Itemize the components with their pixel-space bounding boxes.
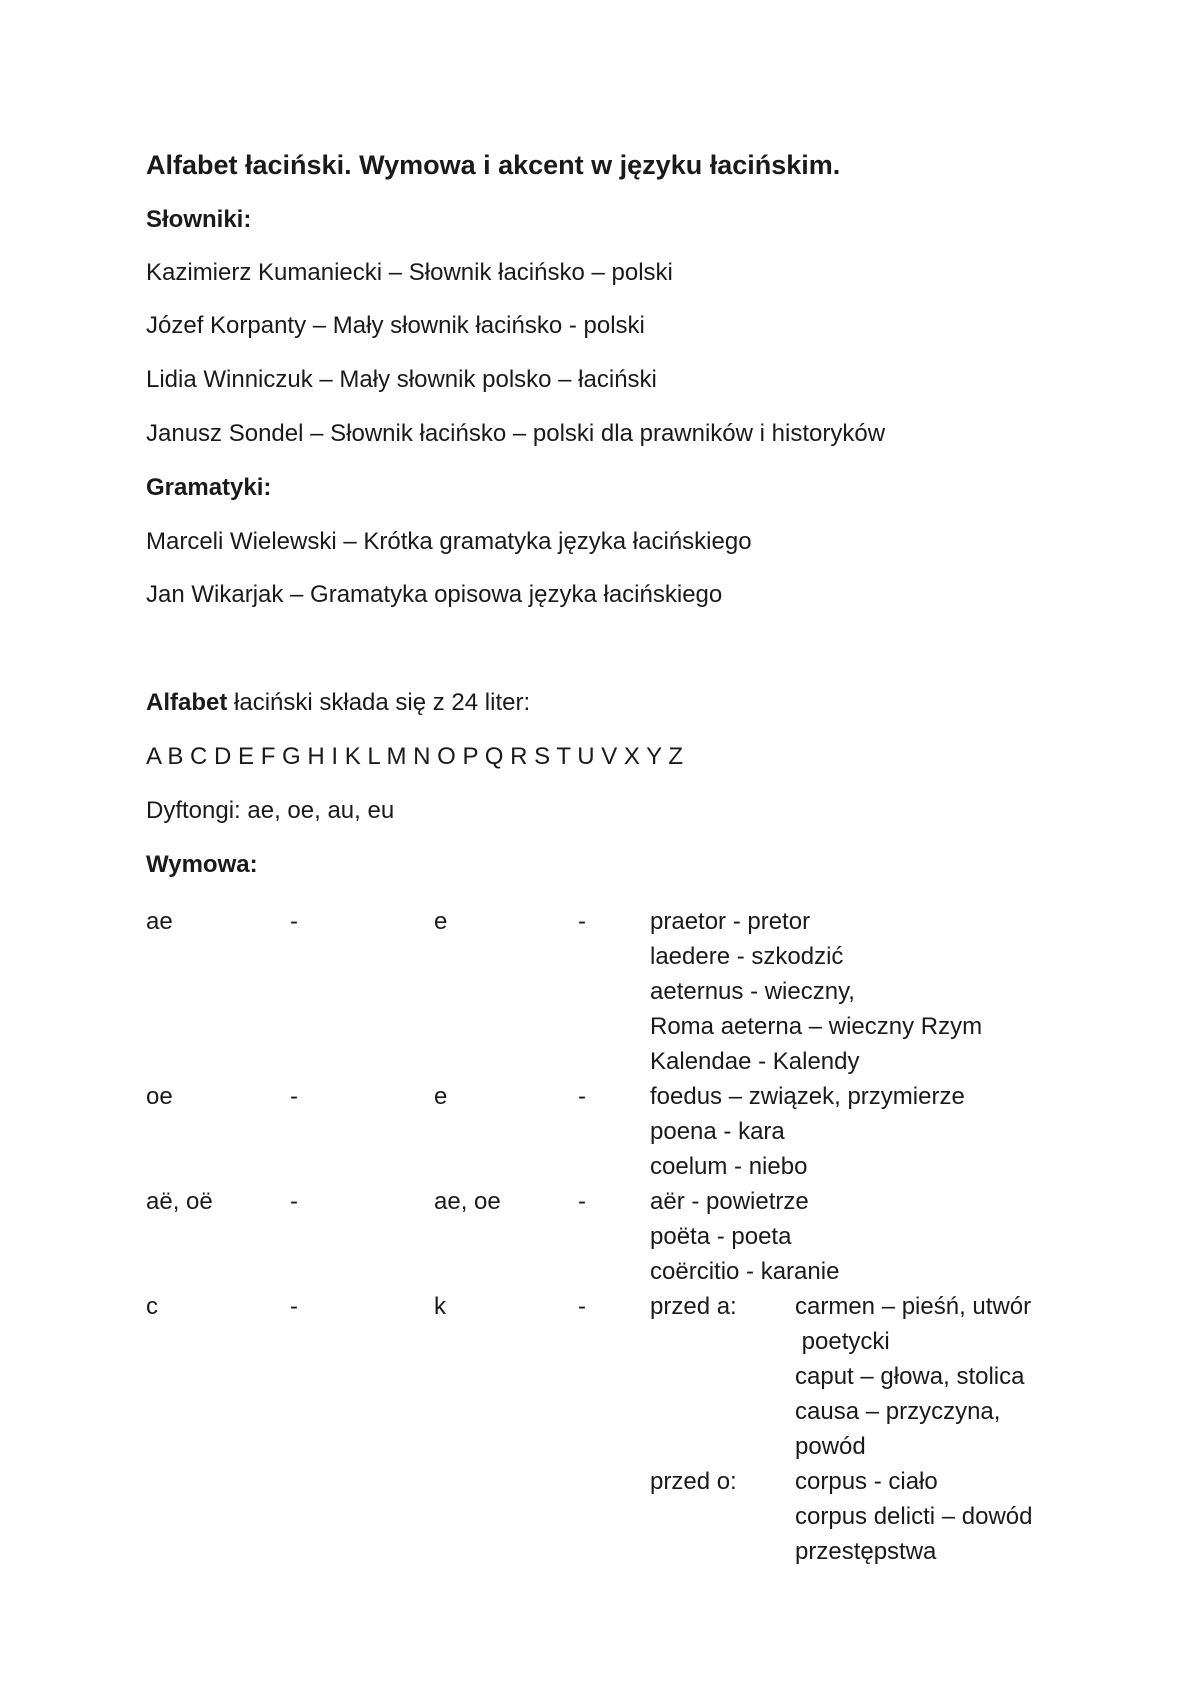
- row-dash: -: [578, 908, 586, 935]
- example-line: poetycki: [795, 1328, 890, 1355]
- row-sound: e: [434, 1083, 448, 1110]
- row-letter: oe: [146, 1083, 173, 1110]
- pronunciation-heading: Wymowa:: [146, 851, 258, 878]
- example-line: Kalendae - Kalendy: [650, 1048, 860, 1075]
- row-dash: -: [578, 1188, 586, 1215]
- row-letter: c: [146, 1293, 158, 1320]
- alphabet-letters: A B C D E F G H I K L M N O P Q R S T U V X Y Z: [146, 743, 684, 770]
- grammars-heading: Gramatyki:: [146, 474, 272, 501]
- page-title: Alfabet łaciński. Wymowa i akcent w języku łacińskim.: [146, 150, 841, 180]
- row-dash: -: [290, 1083, 298, 1110]
- example-line: corpus delicti – dowód: [795, 1503, 1033, 1530]
- row-examples: [650, 1079, 965, 1184]
- example-line: laedere - szkodzić: [650, 943, 844, 970]
- context-label: przed o:: [650, 1468, 737, 1495]
- example-line: poëta - poeta: [650, 1223, 792, 1250]
- row-examples: [795, 1464, 1032, 1569]
- row-sound: e: [434, 908, 448, 935]
- grammar-item: Jan Wikarjak – Gramatyka opisowa języka łacińskiego: [146, 581, 723, 608]
- example-line: Roma aeterna – wieczny Rzym: [650, 1013, 983, 1040]
- dictionaries-heading: Słowniki:: [146, 206, 252, 233]
- row-dash: -: [578, 1293, 586, 1320]
- context-label: przed a:: [650, 1293, 737, 1320]
- row-letter: ae: [146, 908, 173, 935]
- alphabet-intro-bold: Alfabet: [146, 689, 228, 716]
- example-line: caput – głowa, stolica: [795, 1363, 1025, 1390]
- example-line: coelum - niebo: [650, 1153, 808, 1180]
- example-line: carmen – pieśń, utwór: [795, 1293, 1032, 1320]
- dictionary-item: Kazimierz Kumaniecki – Słownik łacińsko – polski: [146, 259, 673, 286]
- dictionary-item: Lidia Winniczuk – Mały słownik polsko – łaciński: [146, 366, 657, 393]
- row-examples: [650, 1184, 839, 1289]
- row-dash: -: [290, 1293, 298, 1320]
- row-examples: [795, 1289, 1031, 1464]
- diphthongs-line: Dyftongi: ae, oe, au, eu: [146, 797, 395, 824]
- alphabet-intro: [146, 688, 530, 718]
- example-line: causa – przyczyna,: [795, 1398, 1001, 1425]
- row-dash: -: [578, 1083, 586, 1110]
- alphabet-intro-rest: łaciński składa się z 24 liter:: [227, 689, 531, 716]
- row-examples: [650, 904, 982, 1079]
- example-line: praetor - pretor: [650, 908, 811, 935]
- row-letter: aë, oë: [146, 1188, 213, 1215]
- grammar-item: Marceli Wielewski – Krótka gramatyka języka łacińskiego: [146, 528, 752, 555]
- example-line: aeternus - wieczny,: [650, 978, 855, 1005]
- row-dash: -: [290, 1188, 298, 1215]
- example-line: coërcitio - karanie: [650, 1258, 840, 1285]
- dictionary-item: Józef Korpanty – Mały słownik łacińsko - polski: [146, 312, 645, 339]
- dictionary-item: Janusz Sondel – Słownik łacińsko – polski dla prawników i historyków: [146, 420, 886, 447]
- example-line: aër - powietrze: [650, 1188, 809, 1215]
- example-line: powód: [795, 1433, 866, 1460]
- example-line: corpus - ciało: [795, 1468, 938, 1495]
- example-line: poena - kara: [650, 1118, 785, 1145]
- example-line: foedus – związek, przymierze: [650, 1083, 965, 1110]
- row-dash: -: [290, 908, 298, 935]
- example-line: przestępstwa: [795, 1538, 937, 1565]
- row-sound: k: [434, 1293, 446, 1320]
- row-sound: ae, oe: [434, 1188, 501, 1215]
